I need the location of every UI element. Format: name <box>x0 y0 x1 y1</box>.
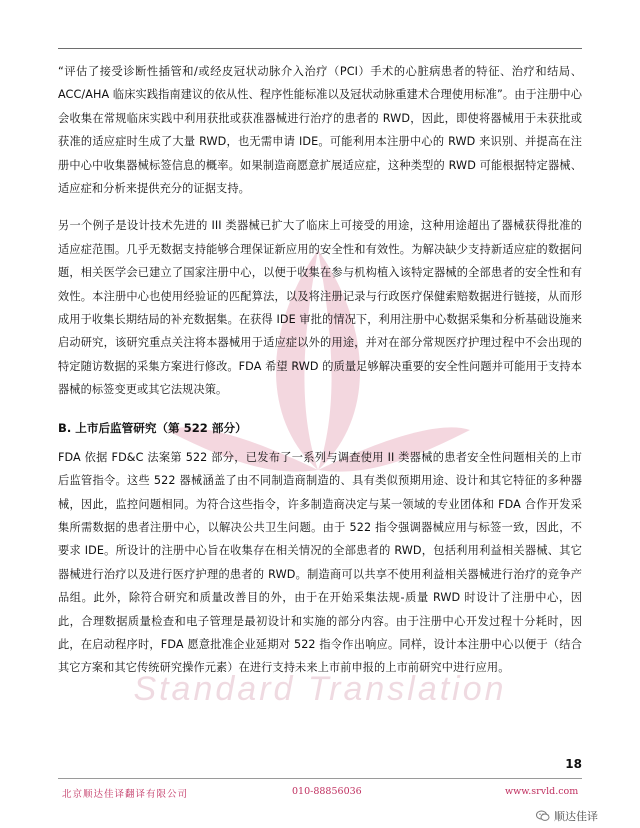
section-heading: B. 上市后监管研究（第 522 部分） <box>58 420 247 435</box>
wechat-badge <box>536 808 598 824</box>
footer-rule <box>58 778 582 779</box>
footer-company: 北京顺达佳译翻译有限公司 <box>62 789 189 800</box>
main-content <box>58 60 582 680</box>
wechat-label: 顺达佳译 <box>554 810 598 823</box>
paragraph-class-iii-example: 另一个例子是设计技术先进的 III 类器械已扩大了临床上可接受的用途，这种用途超出了器械获得批准的适应症范围。几乎无数据支持能够合理保证新应用的安全性和有效性。为解决缺少支持新适应症的数据问题，相关医学会已建立了国家注册中心，以便于收集在参与机构植入该特定器械的全部患者的安全性和有效性。本注册中心也使用经验证的匹配算法，以及将注册记录与行政医疗保健索赔数据进行链接，从而形成用于收集长期结局的补充数据集。在获得 IDE 审批的情况下，利用注册中心数据采集和分析基础设施来启动研究，该研究重点关注将本器械用于适应症以外的用途，并对在部分常规医疗护理过程中不会出现的特定随访数据的采集方案进行修改。FDA 希望 RWD 的质量足够解决重要的安全性问题并可能用于支持本器械的标签变更或其它法规决策。 <box>58 219 582 397</box>
paragraph-522-studies: FDA 依据 FD&C 法案第 522 部分，已发布了一系列与调查使用 II 类器械的患者安全性问题相关的上市后监管指令。这些 522 器械涵盖了由不同制造商制造的、具有类似预期用途、设计和其它特征的多种器械，因此，监控问题相同。为符合这些指令，许多制造商决定与某一领域的专业团体和 FDA 合作开发采集所需数据的患者注册中心，以解决公共卫生问题。由于 522 指令强调器械应用与标签一致，因此，不要求 IDE。所设计的注册中心旨在收集存在相关情况的全部患者的 RWD，包括利用利益相关器械、其它器械进行治疗以及进行医疗护理的患者的 RWD。制造商可以共享不使用利益相关器械进行治疗的竞争产品组。此外，除符合研究和质量改善目的外，由于在开始采集法规-质量 RWD 时设计了注册中心，因此，合理数据质量检查和电子管理是最初设计和实施的部分内容。由于注册中心开发过程十分耗时，因此，在启动程序时，FDA 愿意批准企业延期对 522 指令作出响应。同样，设计本注册中心以便于（结合其它方案和其它传统研究操作元素）在进行支持未来上市前申报的上市前研究中进行应用。 <box>58 450 582 675</box>
footer-phone: 010-88856036 <box>292 786 362 797</box>
watermark-label: Standard Translation <box>133 670 507 708</box>
header-rule <box>58 48 582 49</box>
wechat-icon <box>536 810 550 822</box>
paragraph-registry-example: “评估了接受诊断性插管和/或经皮冠状动脉介入治疗（PCI）手术的心脏病患者的特征、治疗和结局、ACC/AHA 临床实践指南建议的依从性、程序性能标准以及冠状动脉重建术合理使用标准”。由于注册中心会收集在常规临床实践中利用获批或获准器械进行治疗的患者的 RWD，因此，即使将器械用于未获批或获准的适应症时生成了大量 RWD，也无需申请 IDE。可能利用本注册中心的 RWD 来识别、并提高在注册中心中收集器械标签信息的概率。如果制造商愿意扩展适应症，这种类型的 RWD 可能根据特定器械、适应症和分析来提供充分的证据支持。 <box>58 65 582 196</box>
page-number: 18 <box>565 757 582 771</box>
footer-url: www.srvld.com <box>505 786 579 797</box>
